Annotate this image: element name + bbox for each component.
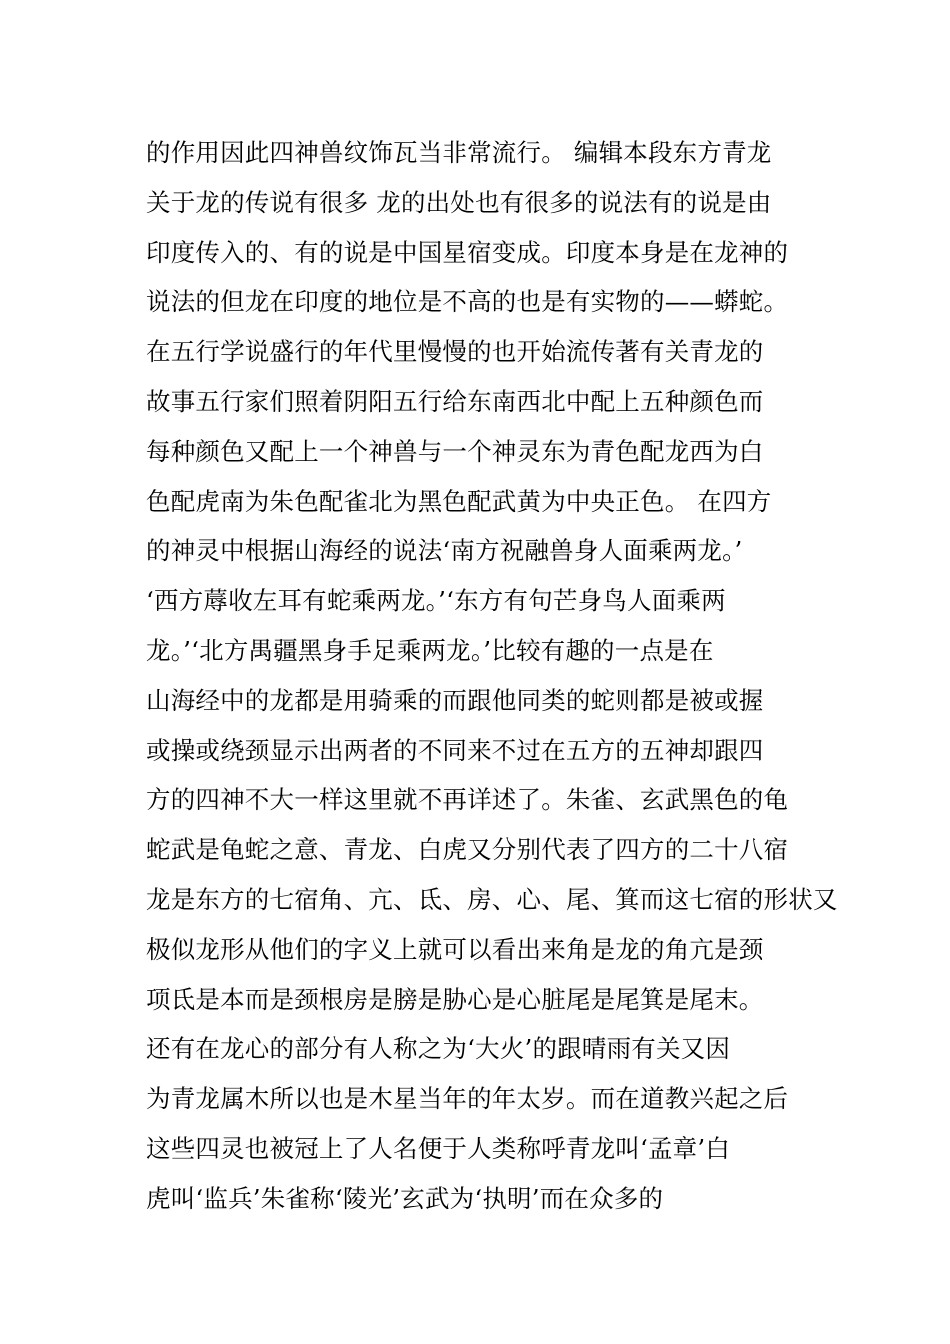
text-line-14: 方的四神不大一样这里就不再详述了。朱雀、玄武黑色的龟: [146, 785, 789, 815]
text-line-8: 色配虎南为朱色配雀北为黑色配武黄为中央正色。 在四方: [146, 486, 772, 516]
text-line-20: 为青龙属木所以也是木星当年的年太岁。而在道教兴起之后: [146, 1084, 789, 1114]
text-line-16: 龙是东方的七宿角、亢、氐、房、心、尾、箕而这七宿的形状又: [146, 884, 838, 914]
text-line-9: 的神灵中根据山海经的说法‘南方祝融兽身人面乘两龙。’: [146, 536, 743, 566]
text-line-2: 关于龙的传说有很多 龙的出处也有很多的说法有的说是由: [146, 187, 772, 217]
text-line-7: 每种颜色又配上一个神兽与一个神灵东为青色配龙西为白: [146, 436, 764, 466]
text-line-15: 蛇武是龟蛇之意、青龙、白虎又分别代表了四方的二十八宿: [146, 835, 789, 865]
body-text: [146, 128, 838, 1224]
text-line-10: ‘西方蓐收左耳有蛇乘两龙。’‘东方有句芒身鸟人面乘两: [146, 586, 726, 616]
text-line-18: 项氐是本而是颈根房是膀是胁心是心脏尾是尾箕是尾末。: [146, 984, 764, 1014]
text-line-17: 极似龙形从他们的字义上就可以看出来角是龙的角亢是颈: [146, 934, 764, 964]
text-line-4: 说法的但龙在印度的地位是不高的也是有实物的——蟒蛇。: [146, 287, 789, 317]
text-line-5: 在五行学说盛行的年代里慢慢的也开始流传著有关青龙的: [146, 337, 764, 367]
text-line-6: 故事五行家们照着阴阳五行给东南西北中配上五种颜色而: [146, 386, 764, 416]
text-line-22: 虎叫‘监兵’朱雀称‘陵光’玄武为‘执明’而在众多的: [146, 1183, 664, 1213]
text-line-3: 印度传入的、有的说是中国星宿变成。印度本身是在龙神的: [146, 237, 789, 267]
text-line-12: 山海经中的龙都是用骑乘的而跟他同类的蛇则都是被或握: [146, 685, 764, 715]
text-line-13: 或操或绕颈显示出两者的不同来不过在五方的五神却跟四: [146, 735, 764, 765]
text-line-1: 的作用因此四神兽纹饰瓦当非常流行。 编辑本段东方青龙: [146, 138, 772, 167]
text-line-19: 还有在龙心的部分有人称之为‘大火’的跟晴雨有关又因: [146, 1034, 731, 1064]
text-line-11: 龙。’‘北方禺疆黑身手足乘两龙。’比较有趣的一点是在: [146, 635, 714, 665]
text-line-21: 这些四灵也被冠上了人名便于人类称呼青龙叫‘孟章’白: [146, 1133, 731, 1163]
